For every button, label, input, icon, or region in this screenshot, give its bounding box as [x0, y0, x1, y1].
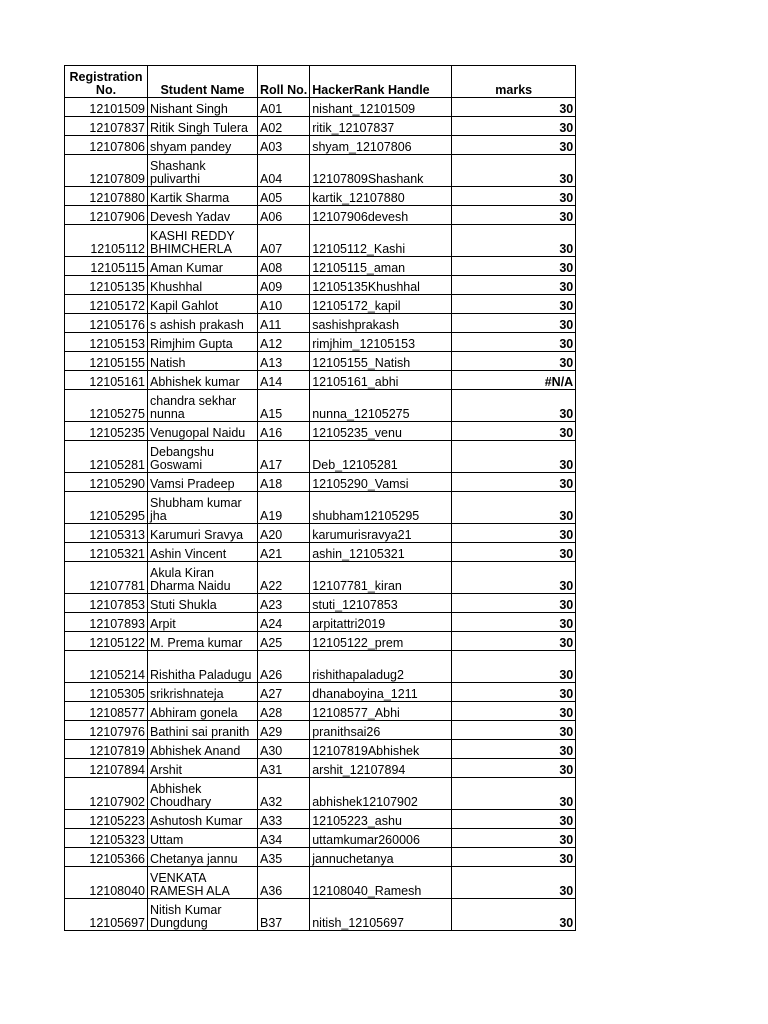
table-row: [65, 829, 576, 848]
student-name-cell: Devesh Yadav: [148, 206, 258, 225]
student-name-cell: Abhishek kumar: [148, 371, 258, 390]
roll-no-cell: A08: [258, 257, 310, 276]
student-name-cell: Shubham kumar jha: [148, 492, 258, 524]
registration-cell: 12105223: [65, 810, 148, 829]
registration-cell: 12107853: [65, 594, 148, 613]
roll-no-cell: A18: [258, 473, 310, 492]
hackerrank-handle-cell: 12105161_abhi: [310, 371, 452, 390]
marks-cell: #N/A: [452, 371, 576, 390]
roll-no-cell: A35: [258, 848, 310, 867]
marks-cell: 30: [452, 759, 576, 778]
hackerrank-handle-cell: 12105172_kapil: [310, 295, 452, 314]
table-row: [65, 810, 576, 829]
table-row: [65, 702, 576, 721]
table-row: [65, 333, 576, 352]
roll-no-cell: A28: [258, 702, 310, 721]
hackerrank-handle-cell: pranithsai26: [310, 721, 452, 740]
registration-cell: 12105321: [65, 543, 148, 562]
marks-cell: 30: [452, 613, 576, 632]
marks-cell: 30: [452, 562, 576, 594]
table-row: [65, 473, 576, 492]
registration-cell: 12107902: [65, 778, 148, 810]
roll-no-cell: A06: [258, 206, 310, 225]
student-name-cell: Stuti Shukla: [148, 594, 258, 613]
hackerrank-handle-cell: 12107781_kiran: [310, 562, 452, 594]
student-name-cell: Rimjhim Gupta: [148, 333, 258, 352]
student-name-cell: Arshit: [148, 759, 258, 778]
marks-cell: 30: [452, 524, 576, 543]
hackerrank-handle-cell: rimjhim_12105153: [310, 333, 452, 352]
student-name-cell: Venugopal Naidu: [148, 422, 258, 441]
registration-cell: 12105176: [65, 314, 148, 333]
marks-cell: 30: [452, 594, 576, 613]
student-name-cell: Nitish Kumar Dungdung: [148, 899, 258, 931]
marks-cell: 30: [452, 829, 576, 848]
table-row: [65, 98, 576, 117]
student-name-cell: VENKATA RAMESH ALA: [148, 867, 258, 899]
student-name-cell: Abhiram gonela: [148, 702, 258, 721]
marks-cell: 30: [452, 702, 576, 721]
marks-cell: 30: [452, 867, 576, 899]
registration-cell: 12105153: [65, 333, 148, 352]
hackerrank-handle-cell: uttamkumar260006: [310, 829, 452, 848]
roll-no-cell: A32: [258, 778, 310, 810]
roll-no-cell: A23: [258, 594, 310, 613]
hackerrank-handle-cell: arshit_12107894: [310, 759, 452, 778]
roll-no-cell: A21: [258, 543, 310, 562]
table-row: [65, 187, 576, 206]
student-name-cell: Ashutosh Kumar: [148, 810, 258, 829]
registration-cell: 12107880: [65, 187, 148, 206]
hackerrank-handle-cell: kartik_12107880: [310, 187, 452, 206]
hackerrank-handle-cell: jannuchetanya: [310, 848, 452, 867]
registration-cell: 12105155: [65, 352, 148, 371]
marks-cell: 30: [452, 848, 576, 867]
marks-cell: 30: [452, 543, 576, 562]
hackerrank-handle-cell: 12105223_ashu: [310, 810, 452, 829]
roll-no-cell: A16: [258, 422, 310, 441]
table-row: [65, 562, 576, 594]
registration-cell: 12105275: [65, 390, 148, 422]
table-row: [65, 867, 576, 899]
marks-cell: 30: [452, 225, 576, 257]
table-row: [65, 295, 576, 314]
table-row: [65, 225, 576, 257]
hackerrank-handle-cell: karumurisravya21: [310, 524, 452, 543]
hackerrank-handle-cell: 12107809Shashank: [310, 155, 452, 187]
roll-no-cell: A02: [258, 117, 310, 136]
roll-no-cell: A26: [258, 651, 310, 683]
table-row: [65, 276, 576, 295]
registration-cell: 12105115: [65, 257, 148, 276]
student-name-cell: Kapil Gahlot: [148, 295, 258, 314]
marks-cell: 30: [452, 441, 576, 473]
roll-no-cell: A31: [258, 759, 310, 778]
hackerrank-handle-cell: dhanaboyina_1211: [310, 683, 452, 702]
hackerrank-handle-cell: 12108577_Abhi: [310, 702, 452, 721]
registration-cell: 12107893: [65, 613, 148, 632]
registration-cell: 12105697: [65, 899, 148, 931]
student-name-cell: Abhishek Choudhary: [148, 778, 258, 810]
roll-no-cell: A03: [258, 136, 310, 155]
registration-cell: 12108040: [65, 867, 148, 899]
table-row: [65, 899, 576, 931]
table-body: [65, 98, 576, 931]
hackerrank-handle-cell: 12107906devesh: [310, 206, 452, 225]
roll-no-cell: A13: [258, 352, 310, 371]
roll-no-cell: A36: [258, 867, 310, 899]
hackerrank-handle-cell: sashishprakash: [310, 314, 452, 333]
roll-no-cell: A12: [258, 333, 310, 352]
marks-cell: 30: [452, 683, 576, 702]
registration-cell: 12107976: [65, 721, 148, 740]
header-row: [65, 66, 576, 98]
student-name-cell: Vamsi Pradeep: [148, 473, 258, 492]
table-row: [65, 594, 576, 613]
registration-cell: 12107894: [65, 759, 148, 778]
hackerrank-handle-cell: ritik_12107837: [310, 117, 452, 136]
student-name-cell: Ashin Vincent: [148, 543, 258, 562]
roll-no-cell: A29: [258, 721, 310, 740]
marks-table: [64, 65, 576, 931]
marks-cell: 30: [452, 721, 576, 740]
marks-cell: 30: [452, 206, 576, 225]
registration-cell: 12105112: [65, 225, 148, 257]
hackerrank-handle-cell: rishithapaladug2: [310, 651, 452, 683]
registration-cell: 12105290: [65, 473, 148, 492]
student-name-cell: Khushhal: [148, 276, 258, 295]
registration-cell: 12105135: [65, 276, 148, 295]
marks-cell: 30: [452, 422, 576, 441]
registration-cell: 12101509: [65, 98, 148, 117]
student-name-cell: Kartik Sharma: [148, 187, 258, 206]
roll-no-cell: A17: [258, 441, 310, 473]
student-name-cell: Chetanya jannu: [148, 848, 258, 867]
student-name-cell: Nishant Singh: [148, 98, 258, 117]
student-name-cell: Debangshu Goswami: [148, 441, 258, 473]
marks-cell: 30: [452, 314, 576, 333]
hackerrank-handle-cell: Deb_12105281: [310, 441, 452, 473]
marks-cell: 30: [452, 632, 576, 651]
table-row: [65, 117, 576, 136]
hackerrank-handle-cell: 12105122_prem: [310, 632, 452, 651]
registration-cell: 12107781: [65, 562, 148, 594]
student-name-cell: srikrishnateja: [148, 683, 258, 702]
student-name-cell: Arpit: [148, 613, 258, 632]
roll-no-cell: A01: [258, 98, 310, 117]
hackerrank-handle-cell: arpitattri2019: [310, 613, 452, 632]
roll-no-cell: A19: [258, 492, 310, 524]
student-name-cell: Uttam: [148, 829, 258, 848]
hackerrank-handle-cell: stuti_12107853: [310, 594, 452, 613]
registration-cell: 12105122: [65, 632, 148, 651]
marks-cell: 30: [452, 98, 576, 117]
table-row: [65, 155, 576, 187]
roll-no-cell: A34: [258, 829, 310, 848]
header-hackerrank-handle: HackerRank Handle: [310, 66, 452, 98]
roll-no-cell: A07: [258, 225, 310, 257]
table-row: [65, 422, 576, 441]
roll-no-cell: A30: [258, 740, 310, 759]
table-row: [65, 721, 576, 740]
marks-cell: 30: [452, 136, 576, 155]
marks-cell: 30: [452, 187, 576, 206]
registration-cell: 12107906: [65, 206, 148, 225]
marks-cell: 30: [452, 390, 576, 422]
roll-no-cell: A05: [258, 187, 310, 206]
marks-cell: 30: [452, 778, 576, 810]
table-row: [65, 651, 576, 683]
student-name-cell: Karumuri Sravya: [148, 524, 258, 543]
marks-cell: 30: [452, 899, 576, 931]
marks-cell: 30: [452, 651, 576, 683]
marks-cell: 30: [452, 352, 576, 371]
registration-cell: 12105235: [65, 422, 148, 441]
header-marks: marks: [452, 66, 576, 98]
roll-no-cell: A10: [258, 295, 310, 314]
marks-cell: 30: [452, 257, 576, 276]
student-name-cell: Aman Kumar: [148, 257, 258, 276]
student-name-cell: shyam pandey: [148, 136, 258, 155]
marks-cell: 30: [452, 492, 576, 524]
registration-cell: 12105172: [65, 295, 148, 314]
roll-no-cell: A33: [258, 810, 310, 829]
table-row: [65, 778, 576, 810]
table-row: [65, 441, 576, 473]
student-name-cell: Shashank pulivarthi: [148, 155, 258, 187]
hackerrank-handle-cell: 12108040_Ramesh: [310, 867, 452, 899]
table-row: [65, 352, 576, 371]
hackerrank-handle-cell: shyam_12107806: [310, 136, 452, 155]
hackerrank-handle-cell: 12105135Khushhal: [310, 276, 452, 295]
table-row: [65, 257, 576, 276]
marks-cell: 30: [452, 155, 576, 187]
hackerrank-handle-cell: 12105235_venu: [310, 422, 452, 441]
hackerrank-handle-cell: 12107819Abhishek: [310, 740, 452, 759]
marks-cell: 30: [452, 276, 576, 295]
table-row: [65, 136, 576, 155]
registration-cell: 12105214: [65, 651, 148, 683]
student-name-cell: Rishitha Paladugu: [148, 651, 258, 683]
table-row: [65, 740, 576, 759]
marks-cell: 30: [452, 295, 576, 314]
registration-cell: 12105323: [65, 829, 148, 848]
student-name-cell: chandra sekhar nunna: [148, 390, 258, 422]
registration-cell: 12107819: [65, 740, 148, 759]
table-row: [65, 632, 576, 651]
registration-cell: 12107806: [65, 136, 148, 155]
table-row: [65, 683, 576, 702]
table-row: [65, 759, 576, 778]
registration-cell: 12105295: [65, 492, 148, 524]
marks-cell: 30: [452, 473, 576, 492]
roll-no-cell: A24: [258, 613, 310, 632]
registration-cell: 12107837: [65, 117, 148, 136]
hackerrank-handle-cell: 12105290_Vamsi: [310, 473, 452, 492]
registration-cell: 12108577: [65, 702, 148, 721]
registration-cell: 12105161: [65, 371, 148, 390]
student-name-cell: M. Prema kumar: [148, 632, 258, 651]
hackerrank-handle-cell: nitish_12105697: [310, 899, 452, 931]
student-name-cell: s ashish prakash: [148, 314, 258, 333]
table-row: [65, 314, 576, 333]
roll-no-cell: B37: [258, 899, 310, 931]
hackerrank-handle-cell: nishant_12101509: [310, 98, 452, 117]
student-name-cell: Abhishek Anand: [148, 740, 258, 759]
registration-cell: 12105366: [65, 848, 148, 867]
registration-cell: 12105305: [65, 683, 148, 702]
roll-no-cell: A22: [258, 562, 310, 594]
roll-no-cell: A09: [258, 276, 310, 295]
hackerrank-handle-cell: 12105112_Kashi: [310, 225, 452, 257]
roll-no-cell: A15: [258, 390, 310, 422]
hackerrank-handle-cell: abhishek12107902: [310, 778, 452, 810]
student-name-cell: Natish: [148, 352, 258, 371]
table-row: [65, 206, 576, 225]
hackerrank-handle-cell: ashin_12105321: [310, 543, 452, 562]
hackerrank-handle-cell: shubham12105295: [310, 492, 452, 524]
table-row: [65, 613, 576, 632]
registration-cell: 12105281: [65, 441, 148, 473]
table-row: [65, 492, 576, 524]
student-name-cell: Akula Kiran Dharma Naidu: [148, 562, 258, 594]
roll-no-cell: A27: [258, 683, 310, 702]
marks-cell: 30: [452, 810, 576, 829]
header-student-name: Student Name: [148, 66, 258, 98]
student-name-cell: KASHI REDDY BHIMCHERLA: [148, 225, 258, 257]
hackerrank-handle-cell: nunna_12105275: [310, 390, 452, 422]
student-name-cell: Bathini sai pranith: [148, 721, 258, 740]
header-roll-no: Roll No.: [258, 66, 310, 98]
marks-cell: 30: [452, 740, 576, 759]
table-row: [65, 390, 576, 422]
registration-cell: 12105313: [65, 524, 148, 543]
table-row: [65, 543, 576, 562]
header-registration: Registration No.: [65, 66, 148, 98]
student-name-cell: Ritik Singh Tulera: [148, 117, 258, 136]
hackerrank-handle-cell: 12105155_Natish: [310, 352, 452, 371]
table-row: [65, 848, 576, 867]
hackerrank-handle-cell: 12105115_aman: [310, 257, 452, 276]
marks-cell: 30: [452, 117, 576, 136]
table-row: [65, 371, 576, 390]
roll-no-cell: A25: [258, 632, 310, 651]
roll-no-cell: A11: [258, 314, 310, 333]
roll-no-cell: A04: [258, 155, 310, 187]
marks-cell: 30: [452, 333, 576, 352]
table-row: [65, 524, 576, 543]
roll-no-cell: A14: [258, 371, 310, 390]
roll-no-cell: A20: [258, 524, 310, 543]
registration-cell: 12107809: [65, 155, 148, 187]
